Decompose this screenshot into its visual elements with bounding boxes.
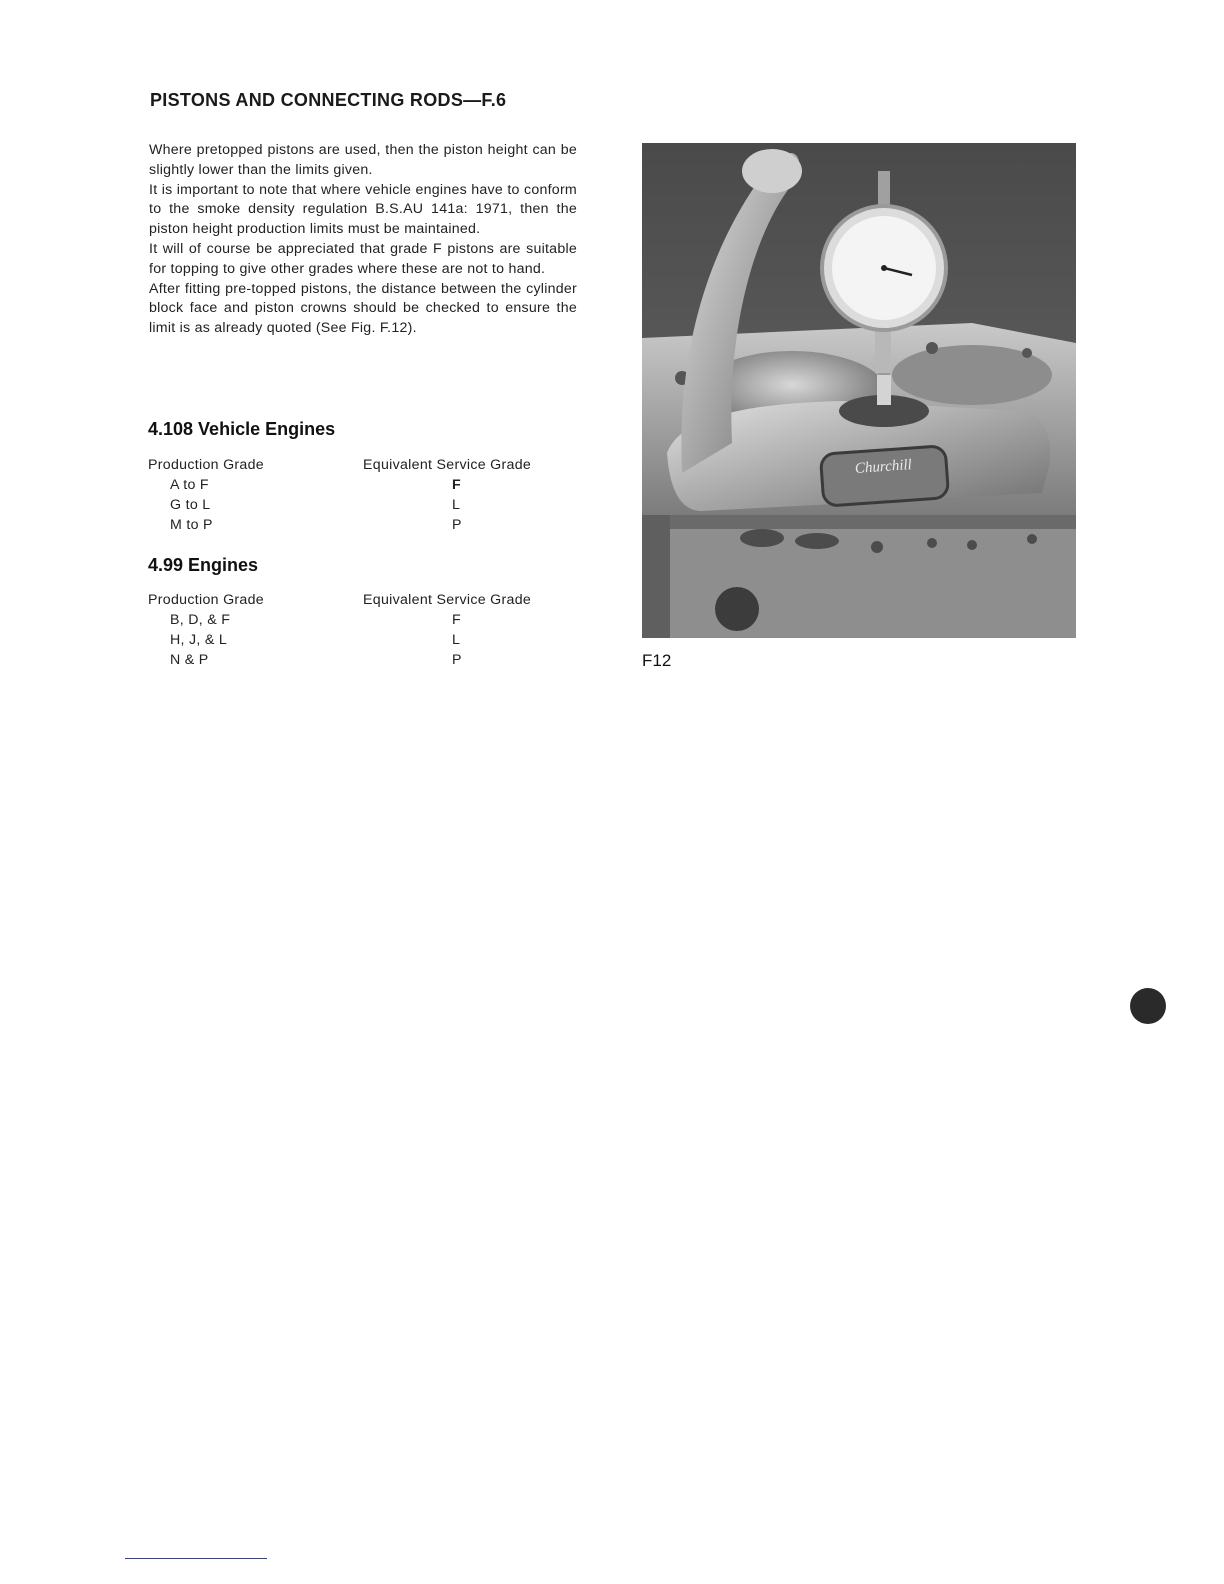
production-grade: N & P [170,652,209,668]
service-grade: L [452,632,461,648]
service-grade: L [452,497,461,513]
nameplate-label: Churchill [854,457,913,477]
intro-paragraph: It will of course be appreciated that grade F pistons are suitable for topping to give other grades where these are not to hand. [149,240,577,277]
column-header-equivalent: Equivalent Service Grade [363,592,532,608]
intro-paragraph: After fitting pre-topped pistons, the distance between the cylinder block face and piston crowns should be checked to ensure the limit is as already quoted (See Fig. F.12). [149,280,577,337]
table-row [148,475,578,495]
table-header-row [148,455,578,475]
nameplate [820,446,948,507]
figure-dial-gauge-photo [642,143,1076,638]
production-grade: M to P [170,517,213,533]
production-grade: B, D, & F [170,612,231,628]
column-header-equivalent: Equivalent Service Grade [363,457,532,473]
table-row [148,630,578,650]
column-header-production: Production Grade [148,457,264,473]
punch-hole-mark [1130,988,1166,1024]
service-grade: F [452,477,461,493]
intro-paragraph: It is important to note that where vehicle engines have to conform to the smoke density regulation B.S.AU 141a: 1971, then the piston height production limits must be maintained. [149,181,577,238]
table-row [148,515,578,535]
page-title: PISTONS AND CONNECTING RODS—F.6 [150,90,507,110]
production-grade: H, J, & L [170,632,228,648]
table-header-row [148,590,578,610]
table-row [148,650,578,670]
grade-table-4108 [148,455,578,535]
table-row [148,610,578,630]
section-heading-4108: 4.108 Vehicle Engines [148,419,336,439]
production-grade: G to L [170,497,211,513]
service-grade: P [452,652,462,668]
table-row [148,495,578,515]
service-grade: F [452,612,461,628]
intro-text [149,141,577,339]
dial-gauge-illustration [642,143,1076,638]
footer-rule [125,1558,267,1559]
section-heading-499: 4.99 Engines [148,555,259,575]
service-grade: P [452,517,462,533]
intro-paragraph: Where pretopped pistons are used, then the piston height can be slightly lower than the limits given. [149,142,577,178]
column-header-production: Production Grade [148,592,264,608]
figure-caption: F12 [642,651,672,670]
production-grade: A to F [170,477,209,493]
grade-table-499 [148,590,578,670]
